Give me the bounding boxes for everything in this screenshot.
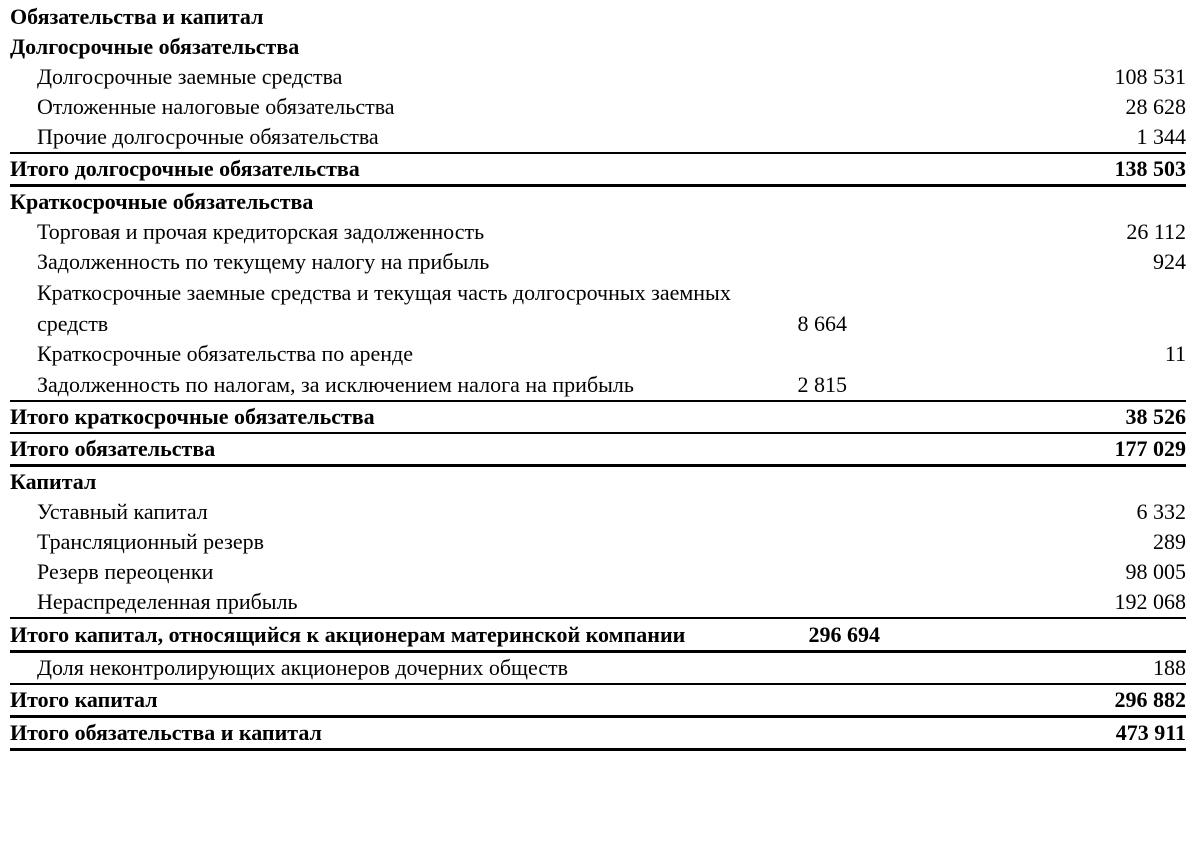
long-term-header	[10, 32, 1186, 62]
table-row	[10, 587, 1186, 617]
row-value: 28 628	[1125, 94, 1186, 119]
total-liabilities-row	[10, 432, 1186, 467]
row-value: 289	[1153, 529, 1186, 554]
row-label: Отложенные налоговые обязательства	[37, 94, 395, 119]
row-label: Прочие долгосрочные обязательства	[37, 124, 379, 149]
row-value: 2 815	[797, 372, 847, 397]
table-row	[10, 122, 1186, 152]
equity-header-label: Капитал	[10, 469, 97, 494]
long-term-total-row	[10, 152, 1186, 187]
section-title	[10, 2, 1186, 32]
row-label: Торговая и прочая кредиторская задолженность	[37, 219, 485, 244]
row-value: 6 332	[1136, 499, 1186, 524]
table-row	[10, 62, 1186, 92]
total-value: 473 911	[1115, 720, 1186, 745]
total-value: 296 694	[808, 622, 880, 647]
total-value: 296 882	[1114, 687, 1186, 712]
row-label: Доля неконтролирующих акционеров дочерних обществ	[37, 655, 569, 680]
table-row	[10, 277, 1186, 339]
row-label: Задолженность по налогам, за исключением налога на прибыль	[37, 372, 634, 397]
row-label: Нераспределенная прибыль	[37, 589, 298, 614]
table-row	[10, 497, 1186, 527]
table-row	[10, 557, 1186, 587]
table-row	[10, 217, 1186, 247]
total-value: 177 029	[1114, 436, 1186, 461]
row-label: Резерв переоценки	[37, 559, 214, 584]
total-label: Итого обязательства и капитал	[10, 720, 322, 745]
table-row	[10, 92, 1186, 122]
section-title-label: Обязательства и капитал	[10, 4, 264, 29]
row-value: 98 005	[1125, 559, 1186, 584]
total-equity-row	[10, 683, 1186, 718]
total-value: 38 526	[1125, 404, 1186, 429]
row-value: 11	[1164, 341, 1186, 366]
row-label: Трансляционный резерв	[37, 529, 265, 554]
parent-equity-total-row	[10, 617, 1186, 653]
row-value: 188	[1153, 655, 1186, 680]
row-label: Задолженность по текущему налогу на прибыль	[37, 249, 490, 274]
balance-sheet-table	[10, 0, 1186, 751]
table-row	[10, 247, 1186, 277]
row-label: Уставный капитал	[37, 499, 208, 524]
total-label: Итого долгосрочные обязательства	[10, 156, 360, 181]
total-value: 138 503	[1114, 156, 1186, 181]
row-value: 8 664	[797, 311, 847, 336]
table-row	[10, 527, 1186, 557]
row-label: Долгосрочные заемные средства	[37, 64, 343, 89]
short-term-header-label: Краткосрочные обязательства	[10, 189, 314, 214]
total-label: Итого краткосрочные обязательства	[10, 404, 375, 429]
total-label: Итого капитал	[10, 687, 158, 712]
row-value: 26 112	[1126, 219, 1186, 244]
row-label: Краткосрочные заемные средства и текущая часть долгосрочных заемных средств	[37, 280, 731, 336]
row-value: 192 068	[1114, 589, 1186, 614]
row-value: 924	[1153, 249, 1186, 274]
table-row	[10, 369, 1186, 400]
total-label: Итого капитал, относящийся к акционерам материнской компании	[10, 622, 686, 647]
row-label: Краткосрочные обязательства по аренде	[37, 341, 413, 366]
short-term-header	[10, 187, 1186, 217]
nci-row	[10, 653, 1186, 683]
grand-total-row	[10, 718, 1186, 751]
row-value: 108 531	[1114, 64, 1186, 89]
equity-header	[10, 467, 1186, 497]
row-value: 1 344	[1136, 124, 1186, 149]
long-term-header-label: Долгосрочные обязательства	[10, 34, 300, 59]
total-label: Итого обязательства	[10, 436, 216, 461]
table-row	[10, 339, 1186, 369]
short-term-total-row	[10, 400, 1186, 432]
